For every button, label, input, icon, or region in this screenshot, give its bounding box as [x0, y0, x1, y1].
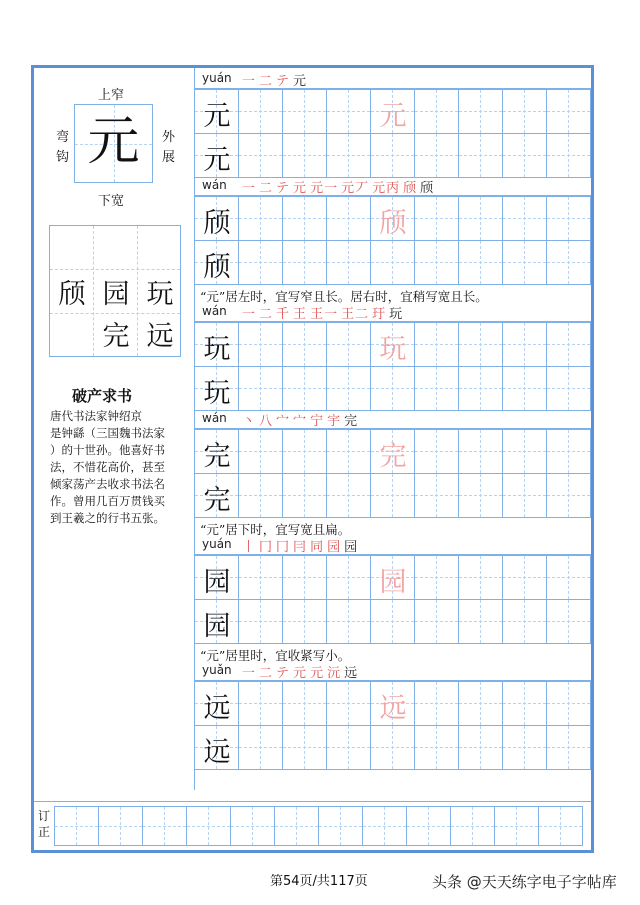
practice-cell[interactable] — [458, 322, 503, 367]
practice-cell[interactable] — [238, 366, 283, 411]
practice-cell[interactable] — [194, 681, 239, 726]
practice-cell[interactable] — [326, 681, 371, 726]
stroke-step: 一 — [242, 181, 257, 196]
practice-cell[interactable] — [194, 366, 239, 411]
practice-cell[interactable] — [282, 473, 327, 518]
practice-cell[interactable] — [194, 89, 239, 134]
correction-cell[interactable] — [274, 806, 319, 846]
pinyin-label: yuán — [202, 71, 232, 85]
stroke-step: 二 — [259, 307, 274, 322]
practice-cell[interactable] — [502, 366, 547, 411]
trace-char: 元 — [379, 101, 407, 132]
practice-cell[interactable] — [370, 555, 415, 600]
practice-cell[interactable] — [370, 473, 415, 518]
model-char: 玩 — [203, 334, 231, 365]
practice-cell[interactable] — [458, 599, 503, 644]
stroke-step: 八 — [259, 414, 274, 429]
practice-cell[interactable] — [458, 133, 503, 178]
stroke-step: テ — [276, 74, 291, 89]
practice-cell[interactable] — [370, 725, 415, 770]
practice-cell[interactable] — [238, 725, 283, 770]
stroke-step: 冂 — [276, 540, 291, 555]
pinyin-label: wán — [202, 411, 227, 425]
practice-cell[interactable] — [370, 599, 415, 644]
practice-cell[interactable] — [326, 725, 371, 770]
stroke-step: 颀 — [403, 181, 418, 196]
stroke-sequence — [242, 662, 361, 681]
stroke-step: テ — [276, 181, 291, 196]
stroke-step: 元丙 — [372, 181, 401, 196]
practice-cell[interactable] — [370, 133, 415, 178]
practice-cell[interactable] — [458, 89, 503, 134]
practice-cell[interactable] — [238, 89, 283, 134]
examples-grid — [49, 225, 181, 357]
practice-cell[interactable] — [458, 725, 503, 770]
structure-char-box — [74, 104, 153, 183]
practice-cell[interactable] — [194, 725, 239, 770]
correction-cell[interactable] — [406, 806, 451, 846]
practice-cell[interactable] — [282, 322, 327, 367]
correction-cell[interactable] — [538, 806, 583, 846]
pinyin-label: wán — [202, 178, 227, 192]
pinyin-label: wán — [202, 304, 227, 318]
stroke-step: 颀 — [420, 181, 435, 196]
practice-cell[interactable] — [194, 429, 239, 474]
practice-cell[interactable] — [502, 240, 547, 285]
stroke-step: 元 — [293, 181, 308, 196]
correction-cell[interactable] — [230, 806, 275, 846]
practice-cell[interactable] — [458, 240, 503, 285]
story-line: 法，不惜花高价，甚至 — [50, 460, 165, 474]
stroke-step: 元 — [310, 666, 325, 681]
trace-char: 远 — [379, 693, 407, 724]
example-char: 远 — [146, 321, 174, 352]
practice-cell[interactable] — [326, 196, 371, 241]
structure-char: 元 — [87, 112, 140, 172]
practice-cell[interactable] — [414, 133, 459, 178]
structure-right-label-1: 外 — [162, 130, 176, 145]
practice-cell[interactable] — [238, 429, 283, 474]
stroke-order-row — [194, 70, 591, 89]
practice-cell[interactable] — [546, 240, 591, 285]
practice-cell[interactable] — [502, 196, 547, 241]
practice-cell[interactable] — [194, 322, 239, 367]
stroke-step: 完 — [344, 414, 359, 429]
practice-cell[interactable] — [546, 555, 591, 600]
model-char: 玩 — [203, 378, 231, 409]
example-char: 颀 — [58, 279, 86, 310]
model-char: 颀 — [203, 252, 231, 283]
stroke-step: 王 — [293, 307, 308, 322]
practice-cell[interactable] — [414, 240, 459, 285]
correction-cell[interactable] — [186, 806, 231, 846]
practice-cell[interactable] — [414, 89, 459, 134]
model-char: 园 — [203, 567, 231, 598]
story-line: 作。曾用几百万贯钱买 — [50, 494, 165, 508]
practice-cell[interactable] — [546, 366, 591, 411]
practice-cell[interactable] — [546, 133, 591, 178]
stroke-sequence — [242, 70, 310, 89]
practice-cell[interactable] — [370, 681, 415, 726]
practice-cell[interactable] — [326, 240, 371, 285]
stroke-step: 同 — [310, 540, 325, 555]
story-line: 是钟繇（三国魏书法家 — [50, 426, 165, 440]
stroke-step: 沅 — [327, 666, 342, 681]
practice-cell[interactable] — [238, 473, 283, 518]
practice-cell[interactable] — [326, 89, 371, 134]
practice-cell[interactable] — [282, 196, 327, 241]
practice-cell[interactable] — [238, 240, 283, 285]
practice-cell[interactable] — [502, 725, 547, 770]
practice-cell[interactable] — [194, 133, 239, 178]
example-char: 玩 — [146, 279, 174, 310]
practice-cell[interactable] — [502, 133, 547, 178]
stroke-order-row — [194, 410, 591, 429]
stroke-sequence — [242, 410, 361, 429]
stroke-step: 王一 — [310, 307, 339, 322]
stroke-step: 丨 — [242, 540, 257, 555]
practice-cell[interactable] — [326, 429, 371, 474]
trace-char: 完 — [379, 441, 407, 472]
practice-cell[interactable] — [238, 555, 283, 600]
stroke-step: 元 — [293, 666, 308, 681]
practice-cell[interactable] — [370, 429, 415, 474]
practice-cell[interactable] — [194, 555, 239, 600]
correction-cell[interactable] — [98, 806, 143, 846]
practice-cell[interactable] — [370, 196, 415, 241]
practice-cell[interactable] — [546, 196, 591, 241]
practice-cell[interactable] — [502, 681, 547, 726]
practice-cell[interactable] — [414, 196, 459, 241]
practice-cell[interactable] — [414, 366, 459, 411]
correction-cell[interactable] — [450, 806, 495, 846]
practice-cell[interactable] — [414, 599, 459, 644]
trace-char: 颀 — [379, 208, 407, 239]
practice-cell[interactable] — [326, 555, 371, 600]
practice-cell[interactable] — [282, 599, 327, 644]
practice-cell[interactable] — [546, 429, 591, 474]
story-line: ）的十世孙。他喜好书 — [50, 443, 165, 457]
practice-cell[interactable] — [282, 89, 327, 134]
stroke-step: 千 — [276, 307, 291, 322]
stroke-step: 一 — [242, 666, 257, 681]
practice-cell[interactable] — [546, 725, 591, 770]
page-number: 第54页/共117页 — [270, 874, 368, 889]
practice-cell[interactable] — [458, 366, 503, 411]
trace-char: 园 — [379, 567, 407, 598]
practice-cell[interactable] — [370, 366, 415, 411]
practice-cell[interactable] — [282, 681, 327, 726]
practice-cell[interactable] — [502, 555, 547, 600]
stroke-step: テ — [276, 666, 291, 681]
practice-cell[interactable] — [194, 196, 239, 241]
correction-label: 订 正 — [38, 809, 51, 839]
practice-cell[interactable] — [458, 681, 503, 726]
stroke-step: 二 — [259, 181, 274, 196]
writing-tip: “元”居左时，宜写窄且长。居右时，宜稍写宽且长。 — [200, 289, 488, 304]
practice-cell[interactable] — [414, 681, 459, 726]
stroke-step: 冃 — [293, 540, 308, 555]
story-line: 倾家荡产去收求书法名 — [50, 477, 165, 491]
stroke-step: 玗 — [372, 307, 387, 322]
practice-cell[interactable] — [546, 322, 591, 367]
example-char: 园 — [102, 279, 130, 310]
practice-cell[interactable] — [502, 473, 547, 518]
stroke-step: 元一 — [310, 181, 339, 196]
writing-tip: “元”居下时，宜写宽且扁。 — [200, 522, 351, 537]
practice-cell[interactable] — [282, 725, 327, 770]
practice-cell[interactable] — [546, 473, 591, 518]
practice-cell[interactable] — [546, 599, 591, 644]
practice-cell[interactable] — [238, 133, 283, 178]
structure-right-label-2: 展 — [162, 150, 176, 165]
stroke-step: 玩 — [389, 307, 404, 322]
model-char: 元 — [203, 101, 231, 132]
practice-cell[interactable] — [282, 240, 327, 285]
practice-cell[interactable] — [282, 366, 327, 411]
practice-cell[interactable] — [502, 599, 547, 644]
correction-cell[interactable] — [54, 806, 99, 846]
stroke-order-row — [194, 303, 591, 322]
example-char: 完 — [102, 321, 130, 352]
practice-cell[interactable] — [414, 429, 459, 474]
stroke-sequence — [242, 177, 437, 196]
stroke-step: 丶 — [242, 414, 257, 429]
practice-cell[interactable] — [502, 322, 547, 367]
practice-cell[interactable] — [238, 196, 283, 241]
structure-panel — [34, 68, 195, 790]
writing-tip: “元”居里时，宜收紧写小。 — [200, 648, 351, 663]
correction-grid — [54, 806, 590, 846]
stroke-step: 二 — [259, 666, 274, 681]
stroke-step: 园 — [344, 540, 359, 555]
practice-cell[interactable] — [458, 555, 503, 600]
stroke-sequence — [242, 536, 361, 555]
practice-area — [194, 68, 591, 790]
correction-cell[interactable] — [494, 806, 539, 846]
stroke-step: 冂 — [259, 540, 274, 555]
correction-cell[interactable] — [318, 806, 363, 846]
pinyin-label: yuǎn — [202, 663, 232, 677]
story-title: 破产求书 — [72, 387, 133, 405]
practice-cell[interactable] — [326, 473, 371, 518]
story-line: 到王羲之的行书五张。 — [50, 511, 165, 525]
practice-cell[interactable] — [326, 599, 371, 644]
stroke-step: 元 — [293, 74, 308, 89]
practice-cell[interactable] — [370, 89, 415, 134]
stroke-step: 宇 — [327, 414, 342, 429]
model-char: 远 — [203, 693, 231, 724]
stroke-sequence — [242, 303, 406, 322]
practice-cell[interactable] — [546, 681, 591, 726]
practice-cell[interactable] — [238, 681, 283, 726]
correction-cell[interactable] — [362, 806, 407, 846]
correction-row — [34, 801, 591, 850]
stroke-step: 宀 — [276, 414, 291, 429]
practice-cell[interactable] — [502, 89, 547, 134]
practice-cell[interactable] — [370, 322, 415, 367]
practice-cell[interactable] — [282, 429, 327, 474]
practice-cell[interactable] — [282, 555, 327, 600]
practice-cell[interactable] — [414, 725, 459, 770]
practice-cell[interactable] — [414, 322, 459, 367]
practice-cell[interactable] — [326, 366, 371, 411]
stroke-step: 一 — [242, 307, 257, 322]
pinyin-label: yuán — [202, 537, 232, 551]
practice-cell[interactable] — [282, 133, 327, 178]
model-char: 园 — [203, 611, 231, 642]
structure-left-label-2: 钩 — [56, 150, 70, 165]
stroke-step: 一 — [242, 74, 257, 89]
stroke-step: 二 — [259, 74, 274, 89]
correction-cell[interactable] — [142, 806, 187, 846]
model-char: 颀 — [203, 208, 231, 239]
stroke-step: 元丆 — [341, 181, 370, 196]
practice-cell[interactable] — [194, 599, 239, 644]
practice-cell[interactable] — [238, 599, 283, 644]
practice-sheet — [31, 65, 594, 853]
practice-cell[interactable] — [502, 429, 547, 474]
practice-cell[interactable] — [326, 322, 371, 367]
trace-char: 玩 — [379, 334, 407, 365]
practice-cell[interactable] — [458, 429, 503, 474]
story-line: 唐代书法家钟绍京 — [50, 409, 142, 423]
stroke-order-row — [194, 536, 591, 555]
stroke-step: 宀 — [293, 414, 308, 429]
stroke-step: 远 — [344, 666, 359, 681]
practice-cell[interactable] — [458, 473, 503, 518]
practice-cell[interactable] — [326, 133, 371, 178]
model-char: 远 — [203, 737, 231, 768]
model-char: 完 — [203, 441, 231, 472]
stroke-order-row — [194, 177, 591, 196]
practice-cell[interactable] — [194, 240, 239, 285]
practice-cell[interactable] — [194, 473, 239, 518]
story-body — [50, 408, 190, 527]
practice-cell[interactable] — [370, 240, 415, 285]
stroke-order-row — [194, 662, 591, 681]
model-char: 完 — [203, 485, 231, 516]
practice-cell[interactable] — [414, 473, 459, 518]
practice-cell[interactable] — [546, 89, 591, 134]
structure-left-label-1: 弯 — [56, 130, 70, 145]
model-char: 元 — [203, 145, 231, 176]
structure-bottom-label: 下宽 — [98, 194, 125, 209]
watermark: 头条 @天天练字电子字帖库 — [432, 873, 617, 891]
practice-cell[interactable] — [238, 322, 283, 367]
stroke-step: 园 — [327, 540, 342, 555]
structure-top-label: 上窄 — [98, 88, 125, 103]
stroke-step: 宁 — [310, 414, 325, 429]
stroke-step: 王二 — [341, 307, 370, 322]
practice-cell[interactable] — [458, 196, 503, 241]
practice-cell[interactable] — [414, 555, 459, 600]
